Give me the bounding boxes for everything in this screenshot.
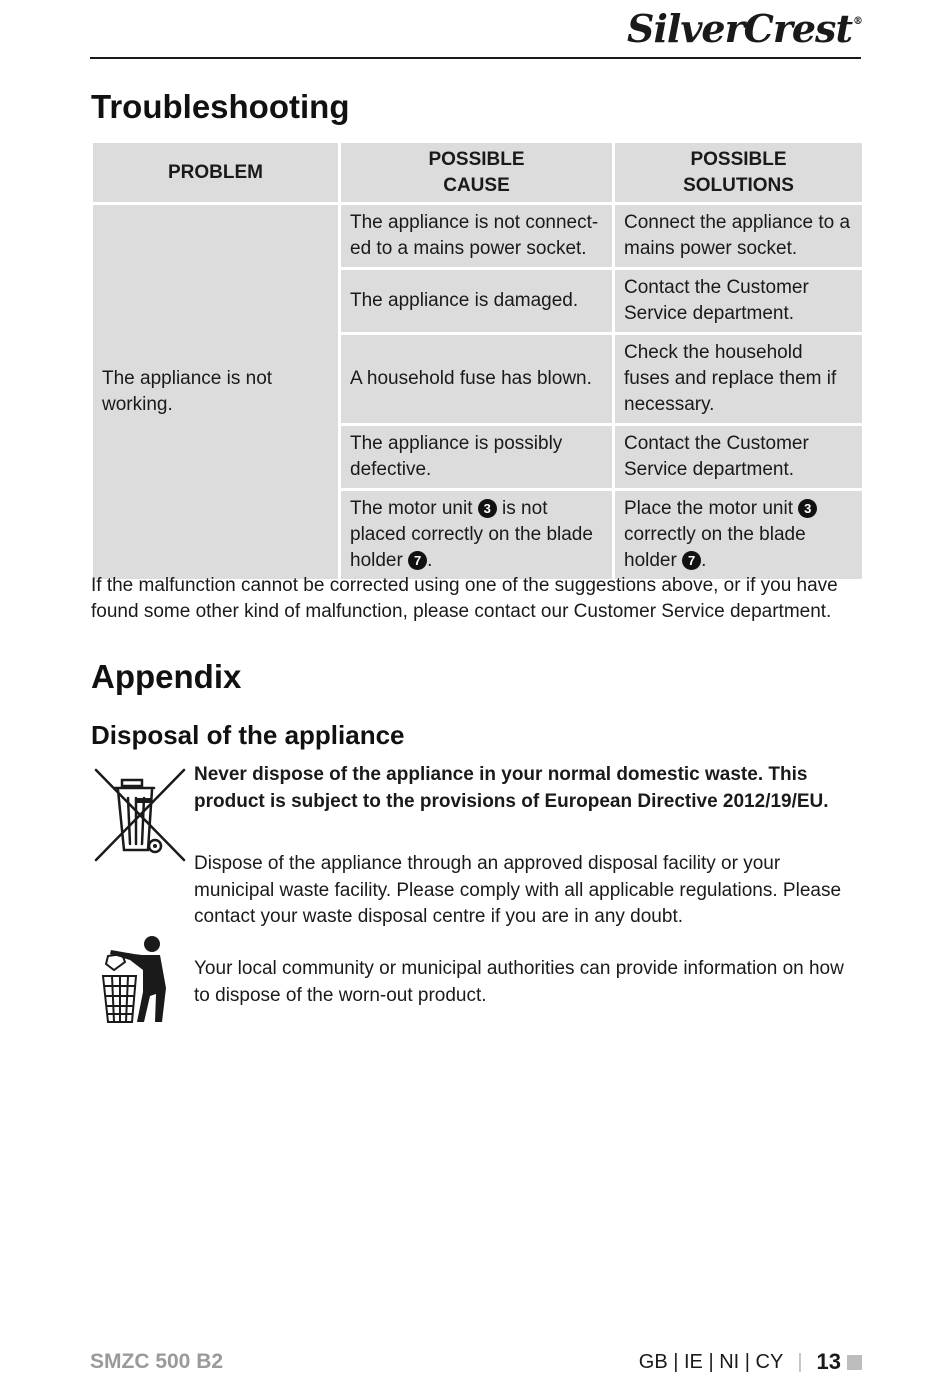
brand-logo: SilverCrest® xyxy=(627,6,862,51)
header-rule xyxy=(90,57,861,59)
cause-cell: The motor unit 3 is not placed correctly on the blade holder 7 . xyxy=(340,490,614,581)
cause-cell: A household fuse has blown. xyxy=(340,334,614,425)
country-codes: GB | IE | NI | CY xyxy=(638,1350,784,1373)
solution-cell: Contact the Customer Service department. xyxy=(614,269,864,334)
solution-cell: Check the household fuses and replace them if necessary. xyxy=(614,334,864,425)
disposal-title: Disposal of the appliance xyxy=(91,720,405,750)
page-number: 13 xyxy=(816,1349,841,1374)
disposal-info-paragraph: Your local community or municipal authorities can provide information on how to dispose of the worn-out product. xyxy=(194,958,844,1006)
tidyman-litter-icon xyxy=(100,934,174,1031)
part-number-badge: 3 xyxy=(478,499,497,518)
solution-cell: Contact the Customer Service department. xyxy=(614,425,864,490)
part-number-badge: 7 xyxy=(682,551,701,570)
solution-cell: Place the motor unit 3 correctly on the blade holder 7 . xyxy=(614,490,864,581)
part-number-badge: 3 xyxy=(798,499,817,518)
page-marker-square xyxy=(847,1355,862,1370)
footer-divider: | xyxy=(797,1350,803,1373)
disposal-paragraph: Dispose of the appliance through an approved disposal facility or your municipal waste facility. Please comply with all applicable regulations. Please contact your waste disposal centre if you are in any doubt. xyxy=(194,853,842,927)
crossed-out-bin-icon xyxy=(92,766,188,869)
part-number-badge: 7 xyxy=(408,551,427,570)
column-header-problem: PROBLEM xyxy=(92,142,340,204)
troubleshooting-title: Troubleshooting xyxy=(91,88,350,125)
footer-info xyxy=(639,1349,862,1375)
disposal-warning: Never dispose of the appliance in your normal domestic waste. This product is subject to the provisions of European Directive 2012/19/EU. xyxy=(194,764,829,812)
table-header-row xyxy=(92,142,864,204)
appendix-title: Appendix xyxy=(91,658,242,695)
cause-cell: The appliance is damaged. xyxy=(340,269,614,334)
column-header-solutions: POSSIBLE SOLUTIONS xyxy=(614,142,864,204)
troubleshooting-table xyxy=(90,140,865,582)
troubleshooting-note: If the malfunction cannot be corrected using one of the suggestions above, or if you have found some other kind of malfunction, please contact our Customer Service department. xyxy=(91,575,838,622)
model-number: SMZC 500 B2 xyxy=(90,1350,224,1373)
problem-cell: The appliance is not working. xyxy=(92,204,340,581)
cause-cell: The appliance is not connect-ed to a mains power socket. xyxy=(340,204,614,269)
solution-cell: Connect the appliance to a mains power socket. xyxy=(614,204,864,269)
column-header-cause: POSSIBLE CAUSE xyxy=(340,142,614,204)
cause-cell: The appliance is possibly defective. xyxy=(340,425,614,490)
table-row xyxy=(92,204,864,269)
